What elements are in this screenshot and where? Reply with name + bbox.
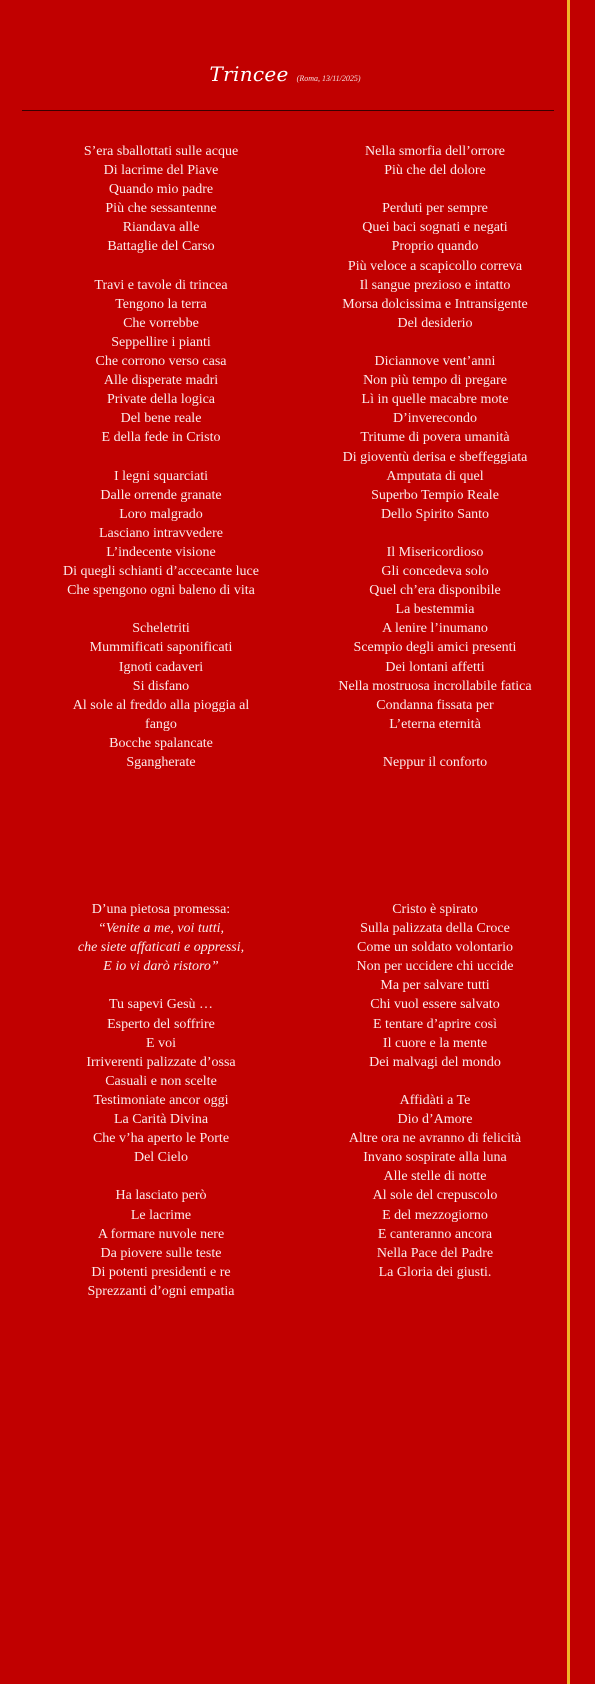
poem-column-top-left bbox=[26, 142, 296, 772]
verse-line: La Carità Divina bbox=[113, 1112, 209, 1128]
verse-line: Superbo Tempio Reale bbox=[371, 487, 499, 503]
verse-line: Gli concedeva solo bbox=[381, 564, 489, 580]
verse-line: Non per uccidere chi uccide bbox=[356, 959, 514, 975]
verse-line: Lasciano intravvedere bbox=[99, 525, 223, 541]
verse-line: Che spengono ogni baleno di vita bbox=[67, 583, 255, 599]
verse-line: Mummificati saponificati bbox=[89, 640, 233, 656]
verse-line: Tengono la terra bbox=[115, 296, 207, 312]
verse-line: Sprezzanti d’ogni empatia bbox=[87, 1283, 235, 1299]
stanza bbox=[300, 142, 570, 180]
header-divider bbox=[22, 110, 554, 111]
verse-line: Nella mostruosa incrollabile fatica bbox=[338, 678, 532, 694]
verse-line: Il cuore e la mente bbox=[382, 1035, 488, 1051]
verse-line: Del bene reale bbox=[120, 411, 202, 427]
verse-line: S’era sballottati sulle acque bbox=[83, 144, 239, 159]
verse-line: Casuali e non scelte bbox=[105, 1073, 217, 1089]
verse-line: D’una pietosa promessa: bbox=[91, 902, 231, 917]
verse-line: Battaglie del Carso bbox=[107, 239, 215, 255]
verse-line: Chi vuol essere salvato bbox=[370, 997, 500, 1013]
verse-line: Del desiderio bbox=[397, 315, 473, 331]
verse-line: E canteranno ancora bbox=[377, 1226, 493, 1242]
stanza bbox=[300, 900, 570, 1072]
verse-line: E della fede in Cristo bbox=[101, 430, 221, 446]
verse-line: Dei malvagi del mondo bbox=[369, 1054, 501, 1070]
verse-line: Al sole del crepuscolo bbox=[372, 1188, 498, 1204]
verse-line: Tu sapevi Gesù … bbox=[108, 997, 214, 1013]
poem-column-top-right bbox=[300, 142, 570, 772]
verse-line: A formare nuvole nere bbox=[97, 1226, 225, 1242]
verse-line: Perduti per sempre bbox=[382, 201, 488, 217]
quote-line: “Venite a me, voi tutti, bbox=[98, 921, 224, 937]
verse-line: Dello Spirito Santo bbox=[380, 506, 490, 522]
poem-title: Trincee bbox=[209, 62, 289, 86]
stanza bbox=[26, 995, 296, 1167]
verse-line: Ma per salvare tutti bbox=[380, 978, 490, 994]
verse-line: Di potenti presidenti e re bbox=[91, 1264, 231, 1280]
verse-line: Il Misericordioso bbox=[386, 544, 484, 560]
verse-line: Del Cielo bbox=[133, 1150, 189, 1166]
verse-line: Più che del dolore bbox=[384, 163, 486, 179]
verse-line: Sulla palizzata della Croce bbox=[360, 921, 510, 937]
verse-line: Che vorrebbe bbox=[123, 315, 199, 331]
verse-line: Riandava alle bbox=[122, 220, 200, 236]
verse-line: Diciannove vent’anni bbox=[374, 354, 496, 370]
verse-line: Il sangue prezioso e intatto bbox=[359, 277, 511, 293]
verse-line: L’indecente visione bbox=[106, 544, 216, 560]
stanza bbox=[300, 753, 570, 772]
verse-line: Che corrono verso casa bbox=[95, 354, 227, 370]
verse-line: Che v’ha aperto le Porte bbox=[92, 1131, 230, 1147]
stanza bbox=[300, 199, 570, 333]
poem-subtitle: (Roma, 13/11/2025) bbox=[296, 74, 361, 83]
verse-line: Travi e tavole di trincea bbox=[94, 277, 228, 293]
verse-line: Si disfano bbox=[132, 678, 190, 694]
verse-line: Invano sospirate alla luna bbox=[363, 1150, 507, 1166]
stanza bbox=[26, 142, 296, 257]
verse-line: Ignoti cadaveri bbox=[118, 659, 204, 675]
verse-line: Ha lasciato però bbox=[115, 1188, 207, 1204]
verse-line: I legni squarciati bbox=[113, 468, 209, 484]
verse-line: Al sole al freddo alla pioggia al bbox=[72, 697, 250, 713]
quote-line: E io vi darò ristoro” bbox=[103, 959, 219, 975]
verse-line: L’eterna eternità bbox=[389, 716, 481, 732]
verse-line: E tentare d’aprire così bbox=[373, 1016, 497, 1032]
stanza bbox=[26, 1186, 296, 1301]
verse-line: Alle disperate madri bbox=[103, 373, 219, 389]
verse-line: E del mezzogiorno bbox=[382, 1207, 488, 1223]
verse-line: Affidàti a Te bbox=[399, 1092, 471, 1108]
verse-line: Bocche spalancate bbox=[109, 735, 213, 751]
verse-line: Nella Pace del Padre bbox=[376, 1245, 494, 1261]
stanza bbox=[300, 352, 570, 524]
verse-line: A lenire l’inumano bbox=[382, 621, 488, 637]
verse-line: Irriverenti palizzate d’ossa bbox=[86, 1054, 236, 1070]
verse-line: Condanna fissata per bbox=[376, 697, 494, 713]
verse-line: Da piovere sulle teste bbox=[100, 1245, 222, 1261]
verse-line: Di lacrime del Piave bbox=[103, 163, 219, 179]
verse-line: Altre ora ne avranno di felicità bbox=[348, 1131, 522, 1147]
verse-line: fango bbox=[145, 716, 177, 732]
verse-line: E voi bbox=[146, 1035, 176, 1051]
verse-line: Quando mio padre bbox=[108, 182, 214, 198]
verse-line: Come un soldato volontario bbox=[357, 940, 513, 956]
verse-line: Amputata di quel bbox=[386, 468, 484, 484]
verse-line: Di quegli schianti d’accecante luce bbox=[63, 564, 259, 580]
poem-header bbox=[0, 62, 570, 86]
verse-line: Lì in quelle macabre mote bbox=[361, 392, 509, 408]
verse-line: Di gioventù derisa e sbeffeggiata bbox=[342, 449, 528, 465]
page-side-stripe bbox=[570, 0, 595, 1684]
verse-line: Scempio degli amici presenti bbox=[353, 640, 517, 656]
verse-line: Non più tempo di pregare bbox=[363, 373, 507, 389]
verse-line: Cristo è spirato bbox=[392, 902, 478, 917]
verse-line: Scheletriti bbox=[132, 621, 190, 637]
stanza bbox=[300, 543, 570, 734]
poem-column-bottom-left bbox=[26, 900, 296, 1301]
stanza bbox=[26, 276, 296, 448]
verse-line: Nella smorfia dell’orrore bbox=[365, 144, 505, 159]
verse-line: Più che sessantenne bbox=[105, 201, 217, 217]
verse-line: Quel ch’era disponibile bbox=[369, 583, 501, 599]
verse-line: La bestemmia bbox=[395, 602, 475, 618]
stanza bbox=[26, 900, 296, 976]
poem-column-bottom-right bbox=[300, 900, 570, 1282]
stanza bbox=[26, 467, 296, 601]
verse-line: Le lacrime bbox=[130, 1207, 192, 1223]
verse-line: D’inverecondo bbox=[393, 411, 477, 427]
verse-line: Sgangherate bbox=[126, 755, 196, 770]
verse-line: Alle stelle di notte bbox=[383, 1169, 487, 1185]
verse-line: Più veloce a scapicollo correva bbox=[347, 258, 523, 274]
verse-line: La Gloria dei giusti. bbox=[378, 1264, 492, 1280]
verse-line: Testimoniate ancor oggi bbox=[93, 1092, 229, 1108]
verse-line: Dei lontani affetti bbox=[385, 659, 485, 675]
quote-line: che siete affaticati e oppressi, bbox=[77, 940, 245, 956]
verse-line: Proprio quando bbox=[391, 239, 479, 255]
verse-line: Loro malgrado bbox=[119, 506, 203, 522]
verse-line: Tritume di povera umanità bbox=[360, 430, 510, 446]
verse-line: Private della logica bbox=[106, 392, 216, 408]
stanza bbox=[26, 619, 296, 772]
verse-line: Dio d’Amore bbox=[397, 1112, 473, 1128]
verse-line: Morsa dolcissima e Intransigente bbox=[342, 296, 528, 312]
stanza bbox=[300, 1091, 570, 1282]
verse-line: Seppellire i pianti bbox=[111, 334, 211, 350]
verse-line: Quei baci sognati e negati bbox=[362, 220, 508, 236]
verse-line: Neppur il conforto bbox=[382, 755, 488, 770]
verse-line: Dalle orrende granate bbox=[100, 487, 222, 503]
verse-line: Esperto del soffrire bbox=[107, 1016, 215, 1032]
